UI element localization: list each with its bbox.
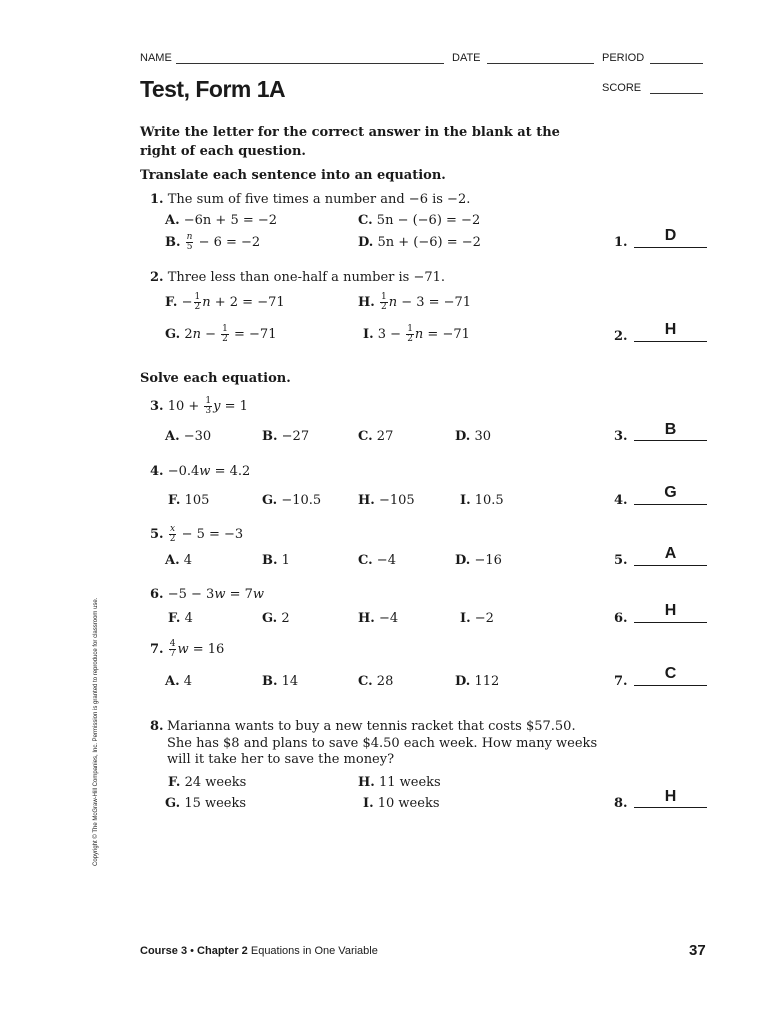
option-7b: B. 14: [262, 674, 299, 689]
section-heading-translate: Translate each sentence into an equation.: [140, 168, 446, 183]
date-field[interactable]: [487, 63, 594, 64]
option-6i: I. −2: [460, 611, 494, 626]
answer-number-3: 3.: [614, 429, 628, 444]
option-4i: I. 10.5: [460, 493, 504, 508]
option-4h: H. −105: [358, 493, 415, 508]
answer-number-4: 4.: [614, 493, 628, 508]
question-number: 1.: [150, 192, 164, 207]
question-3: 3. 10 + $\frac{1}{3}$ y = 1: [150, 396, 248, 416]
option-5c: C. −4: [358, 553, 396, 568]
section-heading-solve: Solve each equation.: [140, 371, 291, 386]
answer-number-1: 1.: [614, 235, 628, 250]
option-7d: D. 112: [455, 674, 500, 689]
option-2g: G. 2n − $\frac{1}{2}$ = −71: [165, 324, 277, 344]
option-7a: A. 4: [165, 674, 193, 689]
option-8f: F. 24 weeks: [168, 775, 247, 790]
option-4g: G. −10.5: [262, 493, 322, 508]
instructions-line-2: right of each question.: [140, 144, 306, 159]
question-6: 6. −5 − 3w = 7w: [150, 587, 265, 602]
question-4: 4. −0.4w = 4.2: [150, 464, 251, 479]
period-field[interactable]: [650, 63, 703, 64]
period-label: PERIOD: [602, 52, 645, 64]
date-label: DATE: [452, 52, 481, 64]
question-2: [150, 270, 445, 285]
option-1b: B. $\frac{n}{5}$ − 6 = −2: [165, 232, 261, 252]
answer-number-2: 2.: [614, 329, 628, 344]
name-label: NAME: [140, 52, 172, 64]
question-1: [150, 192, 470, 207]
answer-blank-1[interactable]: [634, 247, 707, 248]
footer-course: Course 3: [140, 945, 188, 957]
question-8-number: 8.: [150, 719, 164, 734]
answer-7: C: [664, 665, 677, 682]
option-6h: H. −4: [358, 611, 399, 626]
option-6g: G. 2: [262, 611, 290, 626]
option-3a: A. −30: [165, 429, 212, 444]
name-field[interactable]: [176, 63, 444, 64]
answer-blank-8[interactable]: [634, 807, 707, 808]
question-8-line-1: Marianna wants to buy a new tennis racket that costs $57.50.: [167, 719, 576, 734]
question-text: Three less than one-half a number is −71.: [167, 270, 446, 285]
answer-2: H: [664, 321, 677, 338]
answer-number-6: 6.: [614, 611, 628, 626]
option-5a: A. 4: [165, 553, 193, 568]
answer-3: B: [664, 421, 677, 438]
answer-4: G: [664, 484, 677, 501]
answer-5: A: [664, 545, 677, 562]
answer-number-8: 8.: [614, 796, 628, 811]
option-3b: B. −27: [262, 429, 310, 444]
option-8i: I. 10 weeks: [363, 796, 440, 811]
answer-blank-6[interactable]: [634, 622, 707, 623]
answer-blank-7[interactable]: [634, 685, 707, 686]
answer-blank-5[interactable]: [634, 565, 707, 566]
option-7c: C. 28: [358, 674, 394, 689]
option-8g: G. 15 weeks: [165, 796, 247, 811]
question-7: 7. $\frac{4}{7}$ w = 16: [150, 639, 225, 659]
option-5b: B. 1: [262, 553, 290, 568]
option-2h: H. $\frac{1}{2}$ n − 3 = −71: [358, 292, 472, 312]
question-text: The sum of five times a number and −6 is −2.: [167, 192, 471, 207]
question-number: 2.: [150, 270, 164, 285]
answer-blank-4[interactable]: [634, 504, 707, 505]
option-2f: F. − $\frac{1}{2}$ n + 2 = −71: [165, 292, 285, 312]
question-8-line-2: She has $8 and plans to save $4.50 each week. How many weeks: [167, 736, 598, 751]
option-2i: I. 3 − $\frac{1}{2}$ n = −71: [363, 324, 470, 344]
footer: [140, 945, 378, 957]
option-1d: D. 5n + (−6) = −2: [358, 235, 481, 250]
answer-6: H: [664, 602, 677, 619]
answer-blank-2[interactable]: [634, 341, 707, 342]
answer-number-7: 7.: [614, 674, 628, 689]
option-1a: A. −6n + 5 = −2: [165, 213, 278, 228]
copyright-notice: Copyright © The McGraw-Hill Companies, Inc. Permission is granted to reproduce for classroom use.: [93, 597, 99, 866]
answer-number-5: 5.: [614, 553, 628, 568]
score-field[interactable]: [650, 93, 703, 94]
answer-8: H: [664, 788, 677, 805]
option-8h: H. 11 weeks: [358, 775, 441, 790]
option-1c: C. 5n − (−6) = −2: [358, 213, 481, 228]
score-label: SCORE: [602, 82, 642, 94]
option-4f: F. 105: [168, 493, 210, 508]
option-5d: D. −16: [455, 553, 502, 568]
option-3c: C. 27: [358, 429, 394, 444]
option-3d: D. 30: [455, 429, 492, 444]
footer-separator: •: [187, 945, 198, 957]
footer-chapter-title: Equations in One Variable: [250, 945, 378, 957]
question-5: 5. $\frac{x}{2}$ − 5 = −3: [150, 524, 244, 544]
page-title: Test, Form 1A: [140, 76, 286, 102]
answer-blank-3[interactable]: [634, 440, 707, 441]
option-6f: F. 4: [168, 611, 193, 626]
instructions-line-1: Write the letter for the correct answer in the blank at the: [140, 125, 560, 140]
footer-chapter: Chapter 2: [197, 945, 248, 957]
answer-1: D: [664, 227, 677, 244]
page-number: 37: [689, 942, 706, 959]
question-8-line-3: will it take her to save the money?: [167, 752, 395, 767]
